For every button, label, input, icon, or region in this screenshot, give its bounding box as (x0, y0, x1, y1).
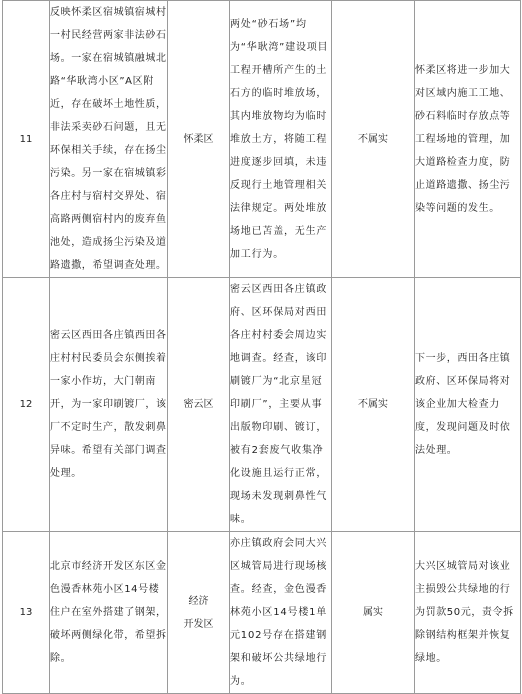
handling-measures: 怀柔区将进一步加大对区域内施工工地、砂石料临时存放点等工程场地的管理，加大道路检查力度，防止道路遗撒、扬尘污染等问题的发生。 (415, 1, 521, 278)
finding-cell: 属实 (332, 532, 415, 694)
handling-measures: 大兴区城管局对该业主损毁公共绿地的行为罚款50元，责令拆除钢结构框架并恢复绿地。 (415, 532, 521, 694)
row-number: 12 (3, 278, 50, 532)
handling-measures: 下一步，西田各庄镇政府、区环保局将对该企业加大检查力度，发现问题及时依法处理。 (415, 278, 521, 532)
investigation-result: 亦庄镇政府会同大兴区城管局进行现场核查。经查，金色漫香林苑小区14号楼1单元102号存在搭建钢架和破坏公共绿地行为。 (230, 532, 332, 694)
district-cell: 密云区 (168, 278, 230, 532)
complaint-description: 反映怀柔区宿城镇宿城村一村民经营两家非法砂石场。一家在宿城镇融城北路“华耿湾小区”A区附近，存在破坏土地性质，非法采卖砂石问题，且无环保相关手续，存在扬尘污染。另一家在宿城镇彩各庄村与宿村交界处、宿高路两侧宿村内的废弃鱼池处，造成扬尘污染及道路遗撒，希望调查处理。 (50, 1, 168, 278)
district-cell (168, 532, 230, 694)
row-number: 13 (3, 532, 50, 694)
finding-cell: 不属实 (332, 1, 415, 278)
complaints-table (2, 0, 521, 694)
investigation-result: 密云区西田各庄镇政府、区环保局对西田各庄村村委会周边实地调查。经查，该印刷镀厂为“北京星冠印刷厂”，主要从事出版物印刷、镀订，被有2套废气收集净化设施且运行正常，现场未发现刺鼻性气味。 (230, 278, 332, 532)
row-number: 11 (3, 1, 50, 278)
complaint-description: 密云区西田各庄镇西田各庄村村民委员会东侧挨着一家小作坊，大门朝南开，为一家印刷镀厂，该厂不定时生产，散发刺鼻异味。希望有关部门调查处理。 (50, 278, 168, 532)
finding-cell: 不属实 (332, 278, 415, 532)
complaint-description: 北京市经济开发区东区金色漫香林苑小区14号楼住户在室外搭建了钢架，破坏两侧绿化带，希望拆除。 (50, 532, 168, 694)
district-cell: 怀柔区 (168, 1, 230, 278)
district-line: 经济 (188, 595, 209, 607)
district-line: 开发区 (183, 618, 214, 630)
table-row (3, 532, 521, 694)
investigation-result: 两处“砂石场”均为“华耿湾”建设项目工程开槽所产生的土石方的临时堆放场，其内堆放物均为临时堆放土方，将随工程进度逐步回填，未违反现行土地管理相关法律规定。两处堆放场地已苫盖，无生产加工行为。 (230, 1, 332, 278)
table-row (3, 1, 521, 278)
table-row (3, 278, 521, 532)
